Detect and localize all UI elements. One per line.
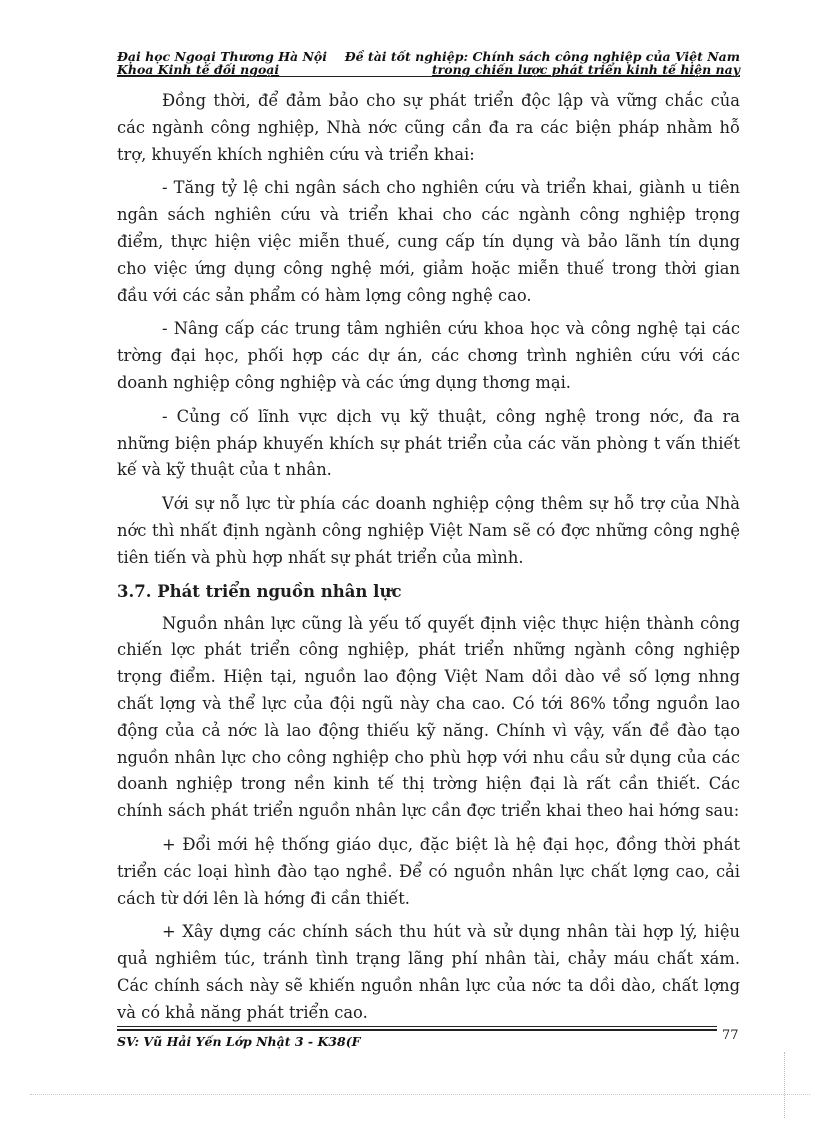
crop-mark-horizontal: [30, 1094, 810, 1095]
header-faculty: Khoa Kinh tế đối ngoại: [117, 62, 280, 77]
crop-mark-vertical: [784, 1052, 785, 1118]
page-header: [117, 50, 740, 76]
paragraph: Đồng thời, để đảm bảo cho sự phát triển độc lập và vững chắc của các ngành công nghiệp, Nhà nớc cũng cần đa ra các biện pháp nhằm hỗ trợ, khuyến khích nghiên cứu và triển khai:: [117, 91, 740, 164]
bullet-paragraph: - Tăng tỷ lệ chi ngân sách cho nghiên cứu và triển khai, giành u tiên ngân sách nghiên cứu và triển khai cho các ngành công nghiệp trọng điểm, thực hiện việc miễn thuế, cung cấp tín dụng và bảo lãnh tín dụng cho việc ứng dụng công nghệ mới, giảm hoặc miễn thuế trong thời gian đầu với các sản phẩm có hàm lợng công nghệ cao.: [117, 178, 740, 305]
bullet-paragraph: + Xây dựng các chính sách thu hút và sử dụng nhân tài hợp lý, hiệu quả nghiêm túc, tránh tình trạng lãng phí nhân tài, chảy máu chất xám. Các chính sách này sẽ khiến nguồn nhân lực của nớc ta dồi dào, chất lợng và có khả năng phát triển cao.: [117, 922, 740, 1022]
bullet-paragraph: - Nâng cấp các trung tâm nghiên cứu khoa học và công nghệ tại các trờng đại học, phối hợp các dự án, các chơng trình nghiên cứu với các doanh nghiệp công nghiệp và các ứng dụng thơng mại.: [117, 319, 740, 392]
header-divider: [117, 76, 740, 77]
header-thesis-title: Đề tài tốt nghiệp: Chính sách công nghiệp của Việt Nam: [344, 49, 740, 64]
footer-divider: [117, 1026, 717, 1027]
header-university: Đại học Ngoại Thương Hà Nội: [117, 49, 327, 64]
header-left: [117, 50, 327, 76]
footer-author: SV: Vũ Hải Yến Lớp Nhật 3 - K38(F: [117, 1034, 361, 1049]
footer-divider-thick: [117, 1029, 717, 1031]
page-number: 77: [722, 1028, 739, 1043]
bullet-paragraph: - Củng cố lĩnh vực dịch vụ kỹ thuật, công nghệ trong nớc, đa ra những biện pháp khuyến khích sự phát triển của các văn phòng t vấn thiết kế và kỹ thuật của t nhân.: [117, 406, 740, 480]
bullet-paragraph: + Đổi mới hệ thống giáo dục, đặc biệt là hệ đại học, đồng thời phát triển các loại hình đào tạo nghề. Để có nguồn nhân lực chất lợng cao, cải cách từ dới lên là hớng đi cần thiết.: [117, 834, 740, 908]
paragraph: Nguồn nhân lực cũng là yếu tố quyết định việc thực hiện thành công chiến lợc phát triển công nghiệp, phát triển những ngành công nghiệp trọng điểm. Hiện tại, nguồn lao động Việt Nam dồi dào về số lợng nhng chất lợng và thể lực của đội ngũ này cha cao. Có tới 86% tổng nguồn lao động của cả nớc là lao động thiếu kỹ năng. Chính vì vậy, vấn đề đào tạo nguồn nhân lực cho công nghiệp cho phù hợp với nhu cầu sử dụng của các doanh nghiệp trong nền kinh tế thị trờng hiện đại là rất cần thiết. Các chính sách phát triển nguồn nhân lực cần đợc triển khai theo hai hớng sau:: [117, 613, 740, 821]
header-right: [345, 50, 740, 76]
header-thesis-subtitle: trong chiến lược phát triển kinh tế hiện nay: [431, 62, 740, 77]
section-heading: 3.7. Phát triển nguồn nhân lực: [117, 581, 402, 601]
paragraph: Với sự nỗ lực từ phía các doanh nghiệp cộng thêm sự hỗ trợ của Nhà nớc thì nhất định ngành công nghiệp Việt Nam sẽ có đợc những công nghệ tiên tiến và phù hợp nhất sự phát triển của mình.: [117, 494, 740, 567]
page-body: [117, 88, 740, 1034]
